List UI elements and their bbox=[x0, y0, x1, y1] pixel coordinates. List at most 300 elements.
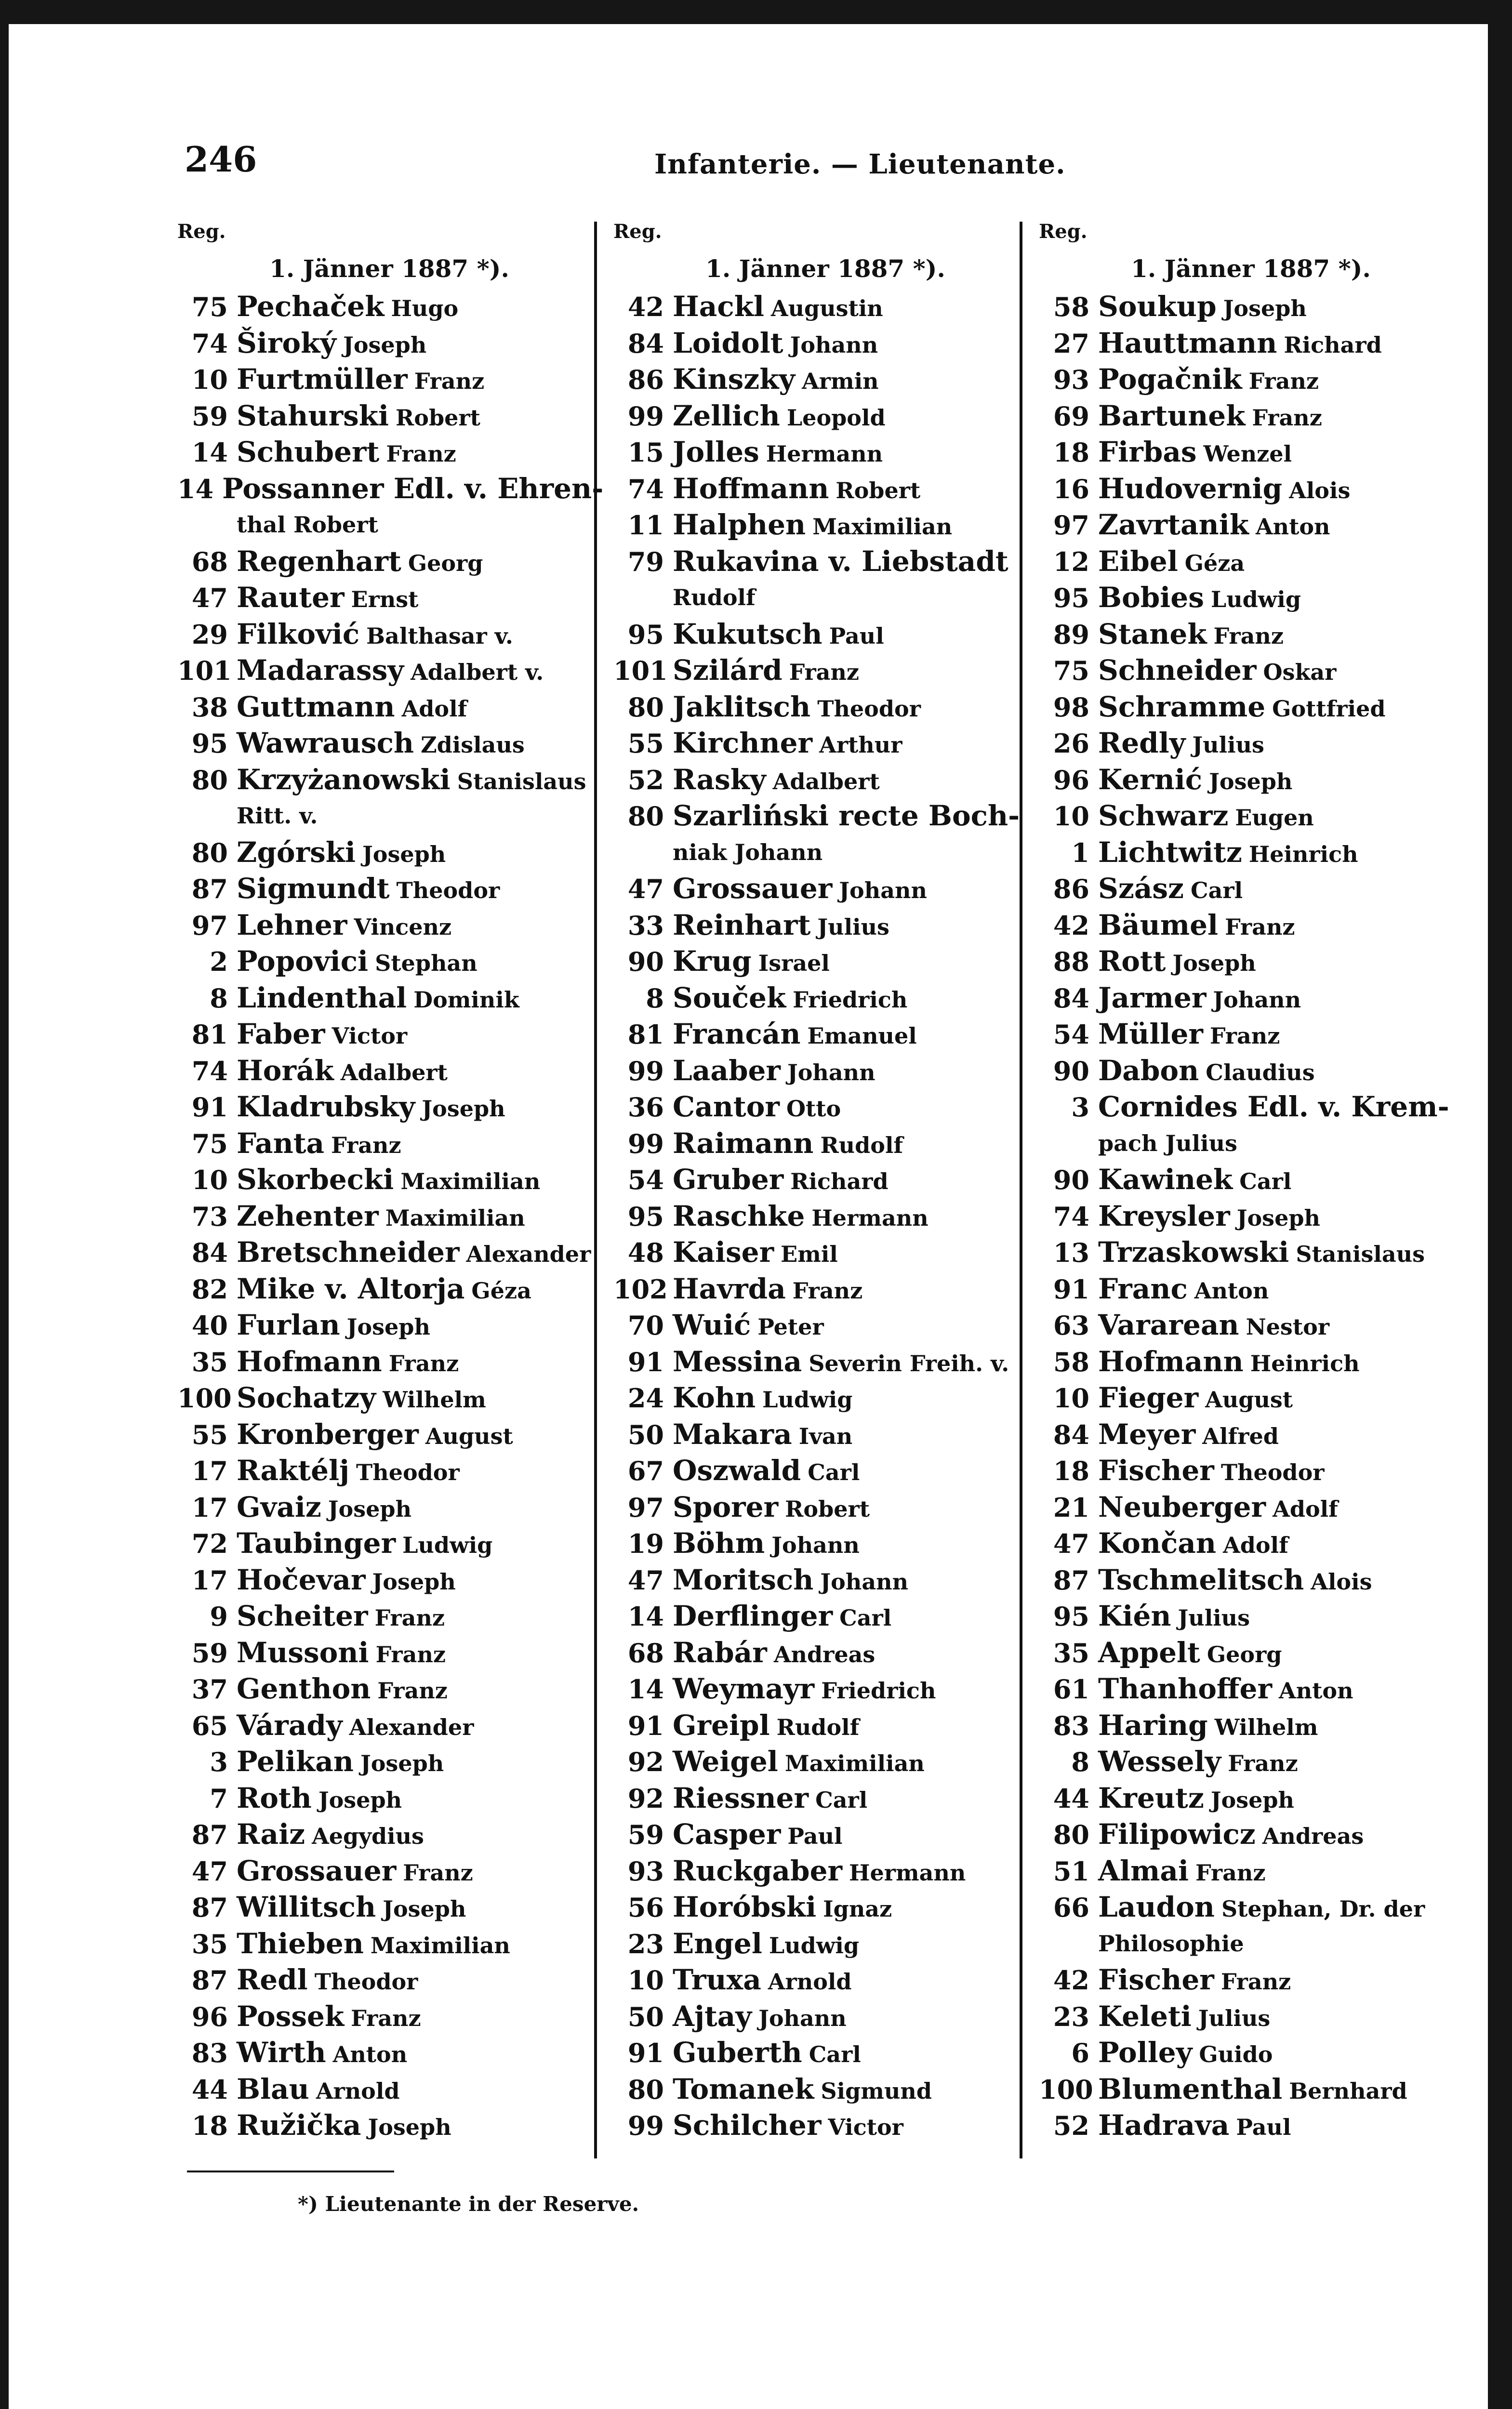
regiment-number: 23 bbox=[1053, 2001, 1089, 2032]
given-name: Emanuel bbox=[807, 1023, 917, 1049]
surname: Vararean bbox=[1098, 1309, 1239, 1341]
regiment-number: 47 bbox=[627, 874, 664, 904]
list-item bbox=[177, 652, 601, 689]
surname: Souček bbox=[673, 981, 786, 1014]
list-item bbox=[1039, 1853, 1463, 1890]
regiment-number: 90 bbox=[627, 946, 664, 977]
list-item bbox=[613, 980, 1037, 1017]
given-name: Franz bbox=[1248, 368, 1319, 394]
list-item bbox=[1039, 1489, 1463, 1526]
given-name: Paul bbox=[829, 622, 884, 649]
list-item bbox=[613, 834, 1037, 871]
regiment-number: 58 bbox=[1053, 1346, 1089, 1377]
list-item bbox=[1039, 543, 1463, 580]
list-item bbox=[1039, 1271, 1463, 1308]
given-name: Stanislaus bbox=[1296, 1241, 1425, 1267]
surname: Laaber bbox=[673, 1054, 781, 1087]
given-name: Arthur bbox=[819, 732, 902, 758]
list-item bbox=[177, 1453, 601, 1489]
surname: Thanhoffer bbox=[1098, 1672, 1272, 1705]
list-item bbox=[177, 1853, 601, 1890]
regiment-number: 90 bbox=[1053, 1165, 1089, 1195]
regiment-number: 47 bbox=[191, 582, 228, 613]
list-item bbox=[177, 762, 601, 798]
list-item bbox=[1039, 616, 1463, 653]
given-name: Stephan, Dr. der bbox=[1221, 1896, 1425, 1922]
list-item bbox=[177, 1162, 601, 1198]
surname: Casper bbox=[673, 1818, 781, 1851]
surname: Roth bbox=[237, 1781, 312, 1814]
list-item bbox=[1039, 1926, 1463, 1962]
list-item bbox=[613, 325, 1037, 362]
regiment-number: 100 bbox=[1039, 2074, 1093, 2105]
regiment-number: 95 bbox=[1053, 582, 1089, 613]
regiment-number: 74 bbox=[1053, 1201, 1089, 1232]
regiment-number: 74 bbox=[191, 1055, 228, 1086]
regiment-number: 91 bbox=[627, 1346, 664, 1377]
list-item bbox=[1039, 943, 1463, 980]
list-item bbox=[1039, 2035, 1463, 2071]
given-name: Julius bbox=[1198, 2005, 1271, 2031]
list-item bbox=[613, 289, 1037, 325]
column-header-reg: Reg. bbox=[1039, 220, 1088, 243]
surname: Hudovernig bbox=[1098, 472, 1283, 505]
column-date-heading: 1. Jänner 1887 *). bbox=[705, 254, 945, 283]
surname: Fieger bbox=[1098, 1381, 1199, 1414]
given-name: Anton bbox=[1255, 514, 1330, 540]
surname: Bretschneider bbox=[237, 1236, 460, 1269]
surname: Guttmann bbox=[237, 690, 395, 723]
given-name: Franz bbox=[374, 1605, 445, 1631]
regiment-number: 47 bbox=[627, 1564, 664, 1596]
regiment-number: 88 bbox=[1053, 946, 1089, 977]
officer-list bbox=[177, 289, 604, 2144]
surname: Franc bbox=[1098, 1272, 1188, 1305]
regiment-number: 80 bbox=[627, 691, 664, 723]
list-item bbox=[1039, 1162, 1463, 1198]
regiment-number: 42 bbox=[1053, 1965, 1089, 1996]
given-name: Friedrich bbox=[821, 1678, 936, 1704]
regiment-number: 68 bbox=[191, 546, 228, 577]
list-item bbox=[613, 507, 1037, 543]
surname: Gruber bbox=[673, 1163, 784, 1196]
surname: Eibel bbox=[1098, 544, 1178, 578]
given-name: Arnold bbox=[768, 1969, 852, 1995]
surname: Guberth bbox=[673, 2036, 802, 2069]
regiment-number: 80 bbox=[627, 801, 664, 832]
regiment-number: 59 bbox=[627, 1819, 664, 1850]
surname: Faber bbox=[237, 1018, 325, 1050]
surname: Rabár bbox=[673, 1636, 767, 1669]
given-name: Franz bbox=[1213, 622, 1284, 649]
regiment-number: 17 bbox=[191, 1456, 228, 1486]
given-name: Joseph bbox=[372, 1568, 456, 1595]
given-name: Joseph bbox=[383, 1896, 466, 1922]
list-item bbox=[613, 1234, 1037, 1271]
given-name: Joseph bbox=[1209, 768, 1293, 794]
surname: Firbas bbox=[1098, 436, 1197, 468]
surname: Kirchner bbox=[673, 727, 813, 759]
list-item bbox=[177, 943, 601, 980]
list-item bbox=[177, 1926, 601, 1962]
list-item bbox=[1039, 361, 1463, 398]
given-name: Joseph bbox=[368, 2114, 451, 2140]
regiment-number: 98 bbox=[1053, 691, 1089, 723]
given-name: Franz bbox=[414, 368, 485, 394]
regiment-number: 99 bbox=[627, 2110, 664, 2141]
regiment-number: 75 bbox=[1053, 655, 1089, 686]
given-name: Friedrich bbox=[793, 986, 908, 1013]
given-name: August bbox=[1205, 1387, 1293, 1413]
given-name: Vincenz bbox=[354, 913, 452, 940]
given-name: Peter bbox=[757, 1314, 824, 1340]
surname: Thieben bbox=[237, 1927, 364, 1960]
given-name: Hugo bbox=[391, 295, 459, 321]
list-item bbox=[177, 1125, 601, 1162]
regiment-number: 55 bbox=[191, 1419, 228, 1450]
list-item bbox=[613, 1671, 1037, 1707]
list-item bbox=[1039, 434, 1463, 471]
list-item bbox=[613, 2107, 1037, 2144]
surname: Possanner Edl. v. Ehren- bbox=[222, 472, 604, 505]
regiment-number: 56 bbox=[627, 1892, 664, 1923]
given-name: Sigmund bbox=[821, 2078, 932, 2104]
regiment-number: 99 bbox=[627, 400, 664, 432]
list-item bbox=[177, 1525, 601, 1562]
given-name: Alfred bbox=[1202, 1423, 1279, 1449]
regiment-number: 89 bbox=[1053, 619, 1089, 650]
regiment-number: 96 bbox=[1053, 764, 1089, 795]
surname: Halphen bbox=[673, 508, 806, 541]
given-name: Aegydius bbox=[312, 1823, 424, 1849]
list-item bbox=[177, 1598, 601, 1635]
given-name: Oskar bbox=[1263, 659, 1337, 685]
list-item bbox=[613, 616, 1037, 653]
footnote-rule bbox=[187, 2171, 394, 2172]
regiment-number: 3 bbox=[210, 1747, 228, 1777]
surname: Lehner bbox=[237, 908, 347, 941]
regiment-number: 81 bbox=[191, 1019, 228, 1050]
list-item bbox=[613, 1198, 1037, 1235]
list-item bbox=[177, 580, 601, 616]
given-name: Maximilian bbox=[370, 1932, 510, 1959]
regiment-number: 44 bbox=[1053, 1783, 1089, 1814]
surname: Regenhart bbox=[237, 544, 401, 578]
list-item bbox=[1039, 907, 1463, 944]
regiment-number: 97 bbox=[191, 910, 228, 941]
list-item bbox=[177, 2035, 601, 2071]
regiment-number: 11 bbox=[627, 510, 664, 541]
regiment-number: 33 bbox=[627, 910, 664, 941]
surname: Bäumel bbox=[1098, 908, 1219, 941]
regiment-number: 38 bbox=[191, 691, 228, 723]
list-item bbox=[177, 1816, 601, 1853]
list-item bbox=[177, 1198, 601, 1235]
regiment-number: 51 bbox=[1053, 1855, 1089, 1887]
list-item bbox=[1039, 871, 1463, 907]
regiment-number: 48 bbox=[627, 1237, 664, 1268]
officer-column-3 bbox=[1039, 214, 1463, 2144]
surname: Taubinger bbox=[237, 1527, 396, 1560]
surname: Skorbecki bbox=[237, 1163, 394, 1196]
column-date-heading: 1. Jänner 1887 *). bbox=[1131, 254, 1371, 283]
list-item bbox=[1039, 325, 1463, 362]
given-name: Johann bbox=[839, 877, 927, 903]
surname: Kreysler bbox=[1098, 1199, 1230, 1232]
given-name: Adalbert v. bbox=[411, 659, 544, 685]
regiment-number: 54 bbox=[1053, 1019, 1089, 1050]
given-name: Franz bbox=[1252, 404, 1322, 431]
surname: Popovici bbox=[237, 945, 369, 978]
given-name: Joseph bbox=[1236, 1204, 1320, 1231]
given-name: Alois bbox=[1311, 1568, 1372, 1595]
list-item bbox=[177, 471, 604, 507]
given-name: Julius bbox=[1192, 732, 1264, 758]
given-name: Joseph bbox=[1210, 1787, 1294, 1813]
surname: Lichtwitz bbox=[1098, 835, 1242, 869]
list-item bbox=[613, 1853, 1037, 1890]
given-name: Victor bbox=[828, 2114, 903, 2140]
list-item bbox=[613, 1416, 1037, 1453]
regiment-number: 52 bbox=[627, 764, 664, 795]
regiment-number: 18 bbox=[1053, 1456, 1089, 1486]
regiment-number: 84 bbox=[1053, 982, 1089, 1014]
surname: Kronberger bbox=[237, 1417, 419, 1451]
given-name: Wenzel bbox=[1203, 441, 1292, 467]
surname: Jarmer bbox=[1098, 981, 1207, 1014]
list-item bbox=[613, 943, 1037, 980]
list-item bbox=[613, 1598, 1037, 1635]
surname: Greipl bbox=[673, 1708, 770, 1742]
regiment-number: 54 bbox=[627, 1165, 664, 1195]
regiment-number: 69 bbox=[1053, 400, 1089, 432]
regiment-number: 68 bbox=[627, 1637, 664, 1668]
regiment-number: 58 bbox=[1053, 291, 1089, 322]
given-name: Bernhard bbox=[1289, 2078, 1407, 2104]
list-item bbox=[177, 289, 601, 325]
surname: Kaiser bbox=[673, 1236, 774, 1269]
regiment-number: 37 bbox=[191, 1674, 228, 1705]
list-item bbox=[613, 434, 1037, 471]
given-name: Maximilian bbox=[784, 1750, 925, 1776]
list-item bbox=[177, 1016, 601, 1053]
given-name: Joseph bbox=[422, 1096, 505, 1122]
given-name: Robert bbox=[836, 477, 921, 503]
regiment-number: 42 bbox=[1053, 910, 1089, 941]
regiment-number: 86 bbox=[627, 364, 664, 395]
list-item bbox=[613, 1489, 1037, 1526]
given-name: Guido bbox=[1199, 2041, 1273, 2067]
list-item bbox=[177, 1307, 601, 1344]
given-name: Ignaz bbox=[823, 1896, 892, 1922]
surname: Sochatzy bbox=[237, 1381, 376, 1414]
list-item bbox=[177, 907, 601, 944]
surname: Hackl bbox=[673, 290, 764, 323]
surname: Müller bbox=[1098, 1018, 1203, 1050]
list-item bbox=[1039, 2071, 1463, 2108]
officer-list bbox=[613, 289, 1037, 2144]
given-name: Theodor bbox=[1220, 1459, 1325, 1485]
given-name: Johann bbox=[1213, 986, 1301, 1013]
given-name: Anton bbox=[332, 2041, 408, 2067]
surname: Rukavina v. Liebstadt bbox=[673, 544, 1008, 578]
list-item bbox=[1039, 1416, 1463, 1453]
regiment-number: 16 bbox=[1053, 473, 1089, 504]
regiment-number: 10 bbox=[191, 1165, 228, 1195]
given-name: Alexander bbox=[466, 1241, 591, 1267]
surname: Raschke bbox=[673, 1199, 805, 1232]
surname: Reinhart bbox=[673, 908, 811, 941]
surname: Madarassy bbox=[237, 654, 404, 687]
regiment-number: 65 bbox=[191, 1710, 228, 1741]
regiment-number: 13 bbox=[1053, 1237, 1089, 1268]
surname: Kién bbox=[1098, 1600, 1171, 1632]
surname: Bobies bbox=[1098, 581, 1204, 614]
given-name: Franz bbox=[377, 1678, 448, 1704]
surname: Grossauer bbox=[237, 1854, 397, 1887]
regiment-number: 47 bbox=[1053, 1528, 1089, 1559]
surname: Wuić bbox=[673, 1309, 751, 1341]
list-item bbox=[177, 689, 601, 726]
regiment-number: 91 bbox=[1053, 1273, 1089, 1305]
given-name: Johann bbox=[790, 331, 878, 358]
regiment-number: 87 bbox=[191, 874, 228, 904]
regiment-number: 7 bbox=[210, 1783, 228, 1814]
surname: Raiz bbox=[237, 1818, 305, 1851]
list-item bbox=[613, 543, 1037, 580]
surname: Jolles bbox=[673, 436, 759, 468]
surname: Schramme bbox=[1098, 690, 1266, 723]
regiment-number: 14 bbox=[627, 1601, 664, 1632]
given-name: Ludwig bbox=[769, 1932, 860, 1959]
given-name: Philosophie bbox=[1098, 1930, 1244, 1957]
list-item bbox=[177, 1089, 601, 1125]
regiment-number: 101 bbox=[613, 655, 668, 686]
regiment-number: 35 bbox=[191, 1346, 228, 1377]
given-name: Andreas bbox=[1262, 1823, 1364, 1849]
regiment-number: 101 bbox=[177, 655, 232, 686]
surname: Engel bbox=[673, 1927, 762, 1960]
list-item bbox=[613, 1744, 1037, 1780]
given-name: Paul bbox=[787, 1823, 843, 1849]
list-item bbox=[1039, 1889, 1463, 1926]
given-name: Adolf bbox=[1273, 1496, 1338, 1522]
surname: Hofmann bbox=[237, 1345, 382, 1378]
list-item bbox=[613, 1962, 1037, 1999]
given-name: Géza bbox=[471, 1277, 531, 1304]
regiment-number: 95 bbox=[627, 1201, 664, 1232]
regiment-number: 97 bbox=[627, 1492, 664, 1523]
list-item bbox=[1039, 1962, 1463, 1999]
regiment-number: 95 bbox=[627, 619, 664, 650]
list-item bbox=[1039, 1307, 1463, 1344]
list-item bbox=[177, 1889, 601, 1926]
list-item bbox=[1039, 762, 1463, 798]
regiment-number: 90 bbox=[1053, 1055, 1089, 1086]
regiment-number: 50 bbox=[627, 1419, 664, 1450]
list-item bbox=[177, 725, 601, 762]
surname: Lindenthal bbox=[237, 981, 407, 1014]
surname: Weigel bbox=[673, 1745, 778, 1778]
surname: Furlan bbox=[237, 1309, 340, 1341]
regiment-number: 99 bbox=[627, 1128, 664, 1159]
regiment-number: 40 bbox=[191, 1310, 228, 1341]
regiment-number: 87 bbox=[191, 1965, 228, 1996]
surname: Schilcher bbox=[673, 2109, 822, 2142]
regiment-number: 91 bbox=[191, 1092, 228, 1123]
list-item bbox=[177, 1635, 601, 1671]
surname: Oszwald bbox=[673, 1454, 801, 1487]
list-item bbox=[177, 1707, 601, 1744]
list-item bbox=[613, 1999, 1037, 2035]
page-number: 246 bbox=[185, 139, 257, 180]
list-item bbox=[613, 762, 1037, 798]
surname: Haring bbox=[1098, 1708, 1208, 1742]
given-name: Gottfried bbox=[1272, 695, 1386, 722]
surname: Possek bbox=[237, 1999, 345, 2033]
surname: Redl bbox=[237, 1963, 308, 1996]
list-item bbox=[613, 1453, 1037, 1489]
given-name: Franz bbox=[388, 1350, 459, 1377]
regiment-number: 6 bbox=[1071, 2038, 1089, 2068]
surname: Široký bbox=[237, 326, 337, 359]
regiment-number: 18 bbox=[1053, 437, 1089, 468]
surname: Hofmann bbox=[1098, 1345, 1244, 1378]
surname: Szász bbox=[1098, 872, 1184, 905]
regiment-number: 72 bbox=[191, 1528, 228, 1559]
surname: Rasky bbox=[673, 763, 766, 796]
surname: Wessely bbox=[1098, 1745, 1221, 1778]
regiment-number: 42 bbox=[627, 291, 664, 322]
regiment-number: 29 bbox=[191, 619, 228, 650]
column-date-heading: 1. Jänner 1887 *). bbox=[269, 254, 509, 283]
list-item bbox=[1039, 1816, 1463, 1853]
list-item bbox=[1039, 471, 1463, 507]
list-item bbox=[613, 1016, 1037, 1053]
list-item bbox=[1039, 1707, 1463, 1744]
surname: Kernić bbox=[1098, 763, 1203, 796]
given-name: Armin bbox=[802, 368, 879, 394]
given-name: Carl bbox=[1191, 877, 1243, 903]
regiment-number: 17 bbox=[191, 1492, 228, 1523]
regiment-number: 73 bbox=[191, 1201, 228, 1232]
regiment-number: 84 bbox=[1053, 1419, 1089, 1450]
regiment-number: 102 bbox=[613, 1273, 668, 1305]
regiment-number: 80 bbox=[191, 837, 228, 868]
given-name: Anton bbox=[1279, 1678, 1353, 1704]
surname: Grossauer bbox=[673, 872, 833, 905]
surname: Riessner bbox=[673, 1781, 809, 1814]
list-item bbox=[1039, 1635, 1463, 1671]
list-item bbox=[1039, 1125, 1463, 1162]
given-name: Heinrich bbox=[1250, 1350, 1360, 1377]
given-name: Hermann bbox=[849, 1859, 966, 1886]
list-item bbox=[613, 1926, 1037, 1962]
surname: Tschmelitsch bbox=[1098, 1563, 1304, 1596]
list-item bbox=[613, 1525, 1037, 1562]
surname: Zehenter bbox=[237, 1199, 379, 1232]
given-name: Franz bbox=[1220, 1969, 1291, 1995]
officer-column-1 bbox=[177, 214, 604, 2144]
regiment-number: 67 bbox=[627, 1456, 664, 1486]
surname: Kinszky bbox=[673, 363, 796, 396]
surname: Dabon bbox=[1098, 1054, 1199, 1087]
regiment-number: 35 bbox=[191, 1928, 228, 1959]
surname: Ružička bbox=[237, 2109, 361, 2142]
list-item bbox=[613, 1053, 1037, 1089]
list-item bbox=[1039, 398, 1463, 435]
list-item bbox=[177, 798, 601, 834]
